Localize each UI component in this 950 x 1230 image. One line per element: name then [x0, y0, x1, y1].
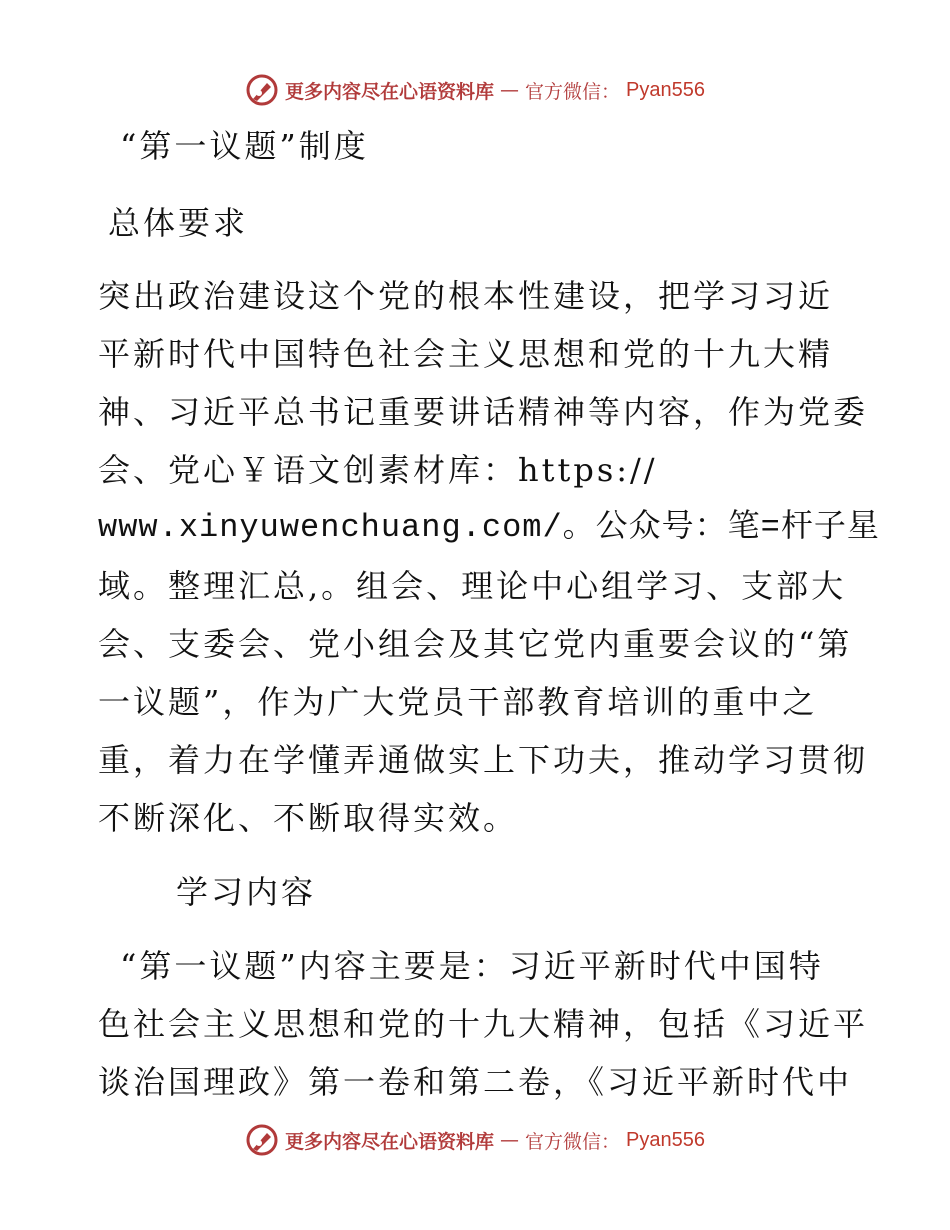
paragraph-line: 域。整理汇总,。组会、理论中心组学习、支部大 [98, 567, 847, 605]
section-heading-overall: 总体要求 [108, 204, 249, 242]
banner-text: 更多内容尽在心语资料库 [285, 80, 495, 103]
paragraph-line: 平新时代中国特色社会主义思想和党的十九大精 [98, 335, 834, 373]
footer-banner [0, 1120, 950, 1160]
banner-separator: — [500, 79, 520, 101]
paragraph-line: 重，着力在学懂弄通做实上下功夫，推动学习贯彻 [98, 741, 869, 779]
doc-title: “第一议题”制度 [120, 127, 369, 165]
paragraph-line: 不断深化、不断取得实效。 [98, 799, 519, 837]
paragraph-line: 色社会主义思想和党的十九大精神，包括《习近平 [98, 1005, 869, 1043]
section-heading-content: 学习内容 [176, 873, 317, 911]
wechat-id: Pyan556 [626, 1128, 705, 1151]
paragraph-line: 会、支委会、党小组会及其它党内重要会议的“第 [98, 625, 853, 663]
banner-text: 更多内容尽在心语资料库 [285, 1130, 495, 1153]
paragraph-line: “第一议题”内容主要是：习近平新时代中国特 [120, 947, 824, 985]
paragraph-line: 会、党心￥语文创素材库：https:// [98, 451, 658, 489]
paragraph-line: 突出政治建设这个党的根本性建设，把学习习近 [98, 277, 834, 315]
paragraph-line: www.xinyuwenchuang.com/。公众号：笔=杆子星 [98, 509, 880, 546]
wechat-label: 官方微信： [525, 1130, 621, 1153]
wechat-label: 官方微信： [525, 80, 621, 103]
banner-separator: — [500, 1129, 520, 1151]
pen-logo-icon [245, 1123, 279, 1157]
paragraph-line: 谈治国理政》第一卷和第二卷，《习近平新时代中 [98, 1063, 853, 1101]
header-banner [0, 70, 950, 110]
pen-logo-icon [245, 73, 279, 107]
wechat-id: Pyan556 [626, 78, 705, 101]
paragraph-line: 一议题”，作为广大党员干部教育培训的重中之 [98, 683, 818, 721]
paragraph-line: 神、习近平总书记重要讲话精神等内容，作为党委 [98, 393, 869, 431]
